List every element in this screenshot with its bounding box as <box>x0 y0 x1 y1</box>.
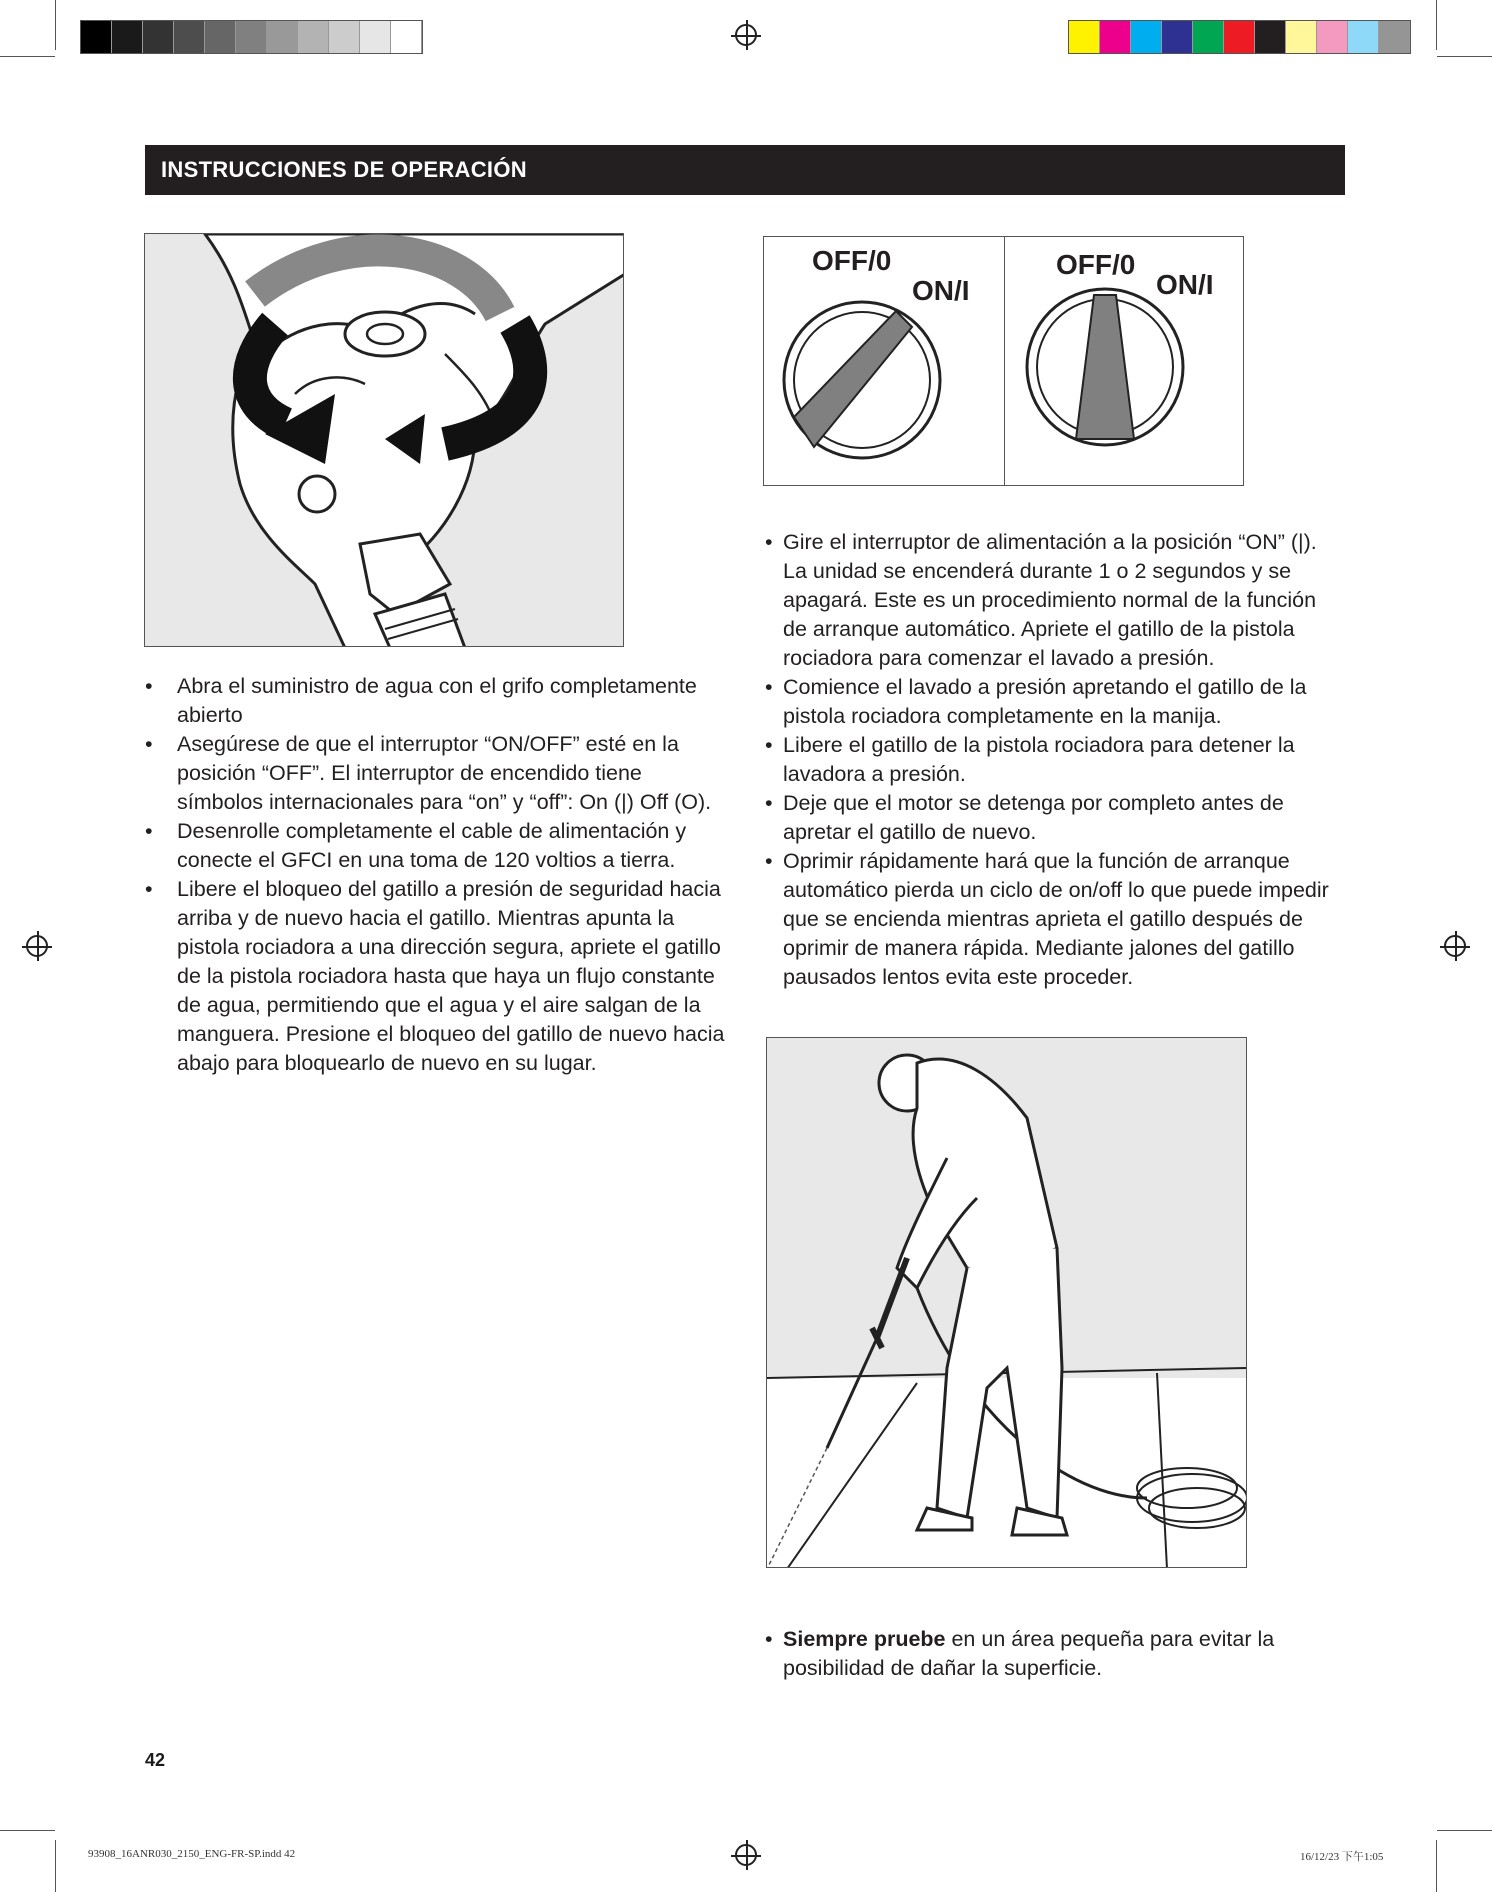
color-swatch <box>1069 21 1100 53</box>
switch-right-on-label: ON/I <box>1156 269 1214 300</box>
color-swatch <box>360 21 391 53</box>
color-swatch <box>1162 21 1193 53</box>
color-swatch <box>236 21 267 53</box>
crop-mark <box>55 1840 56 1892</box>
color-swatch <box>267 21 298 53</box>
list-item: • Desenrolle completamente el cable de alimentación y conecte el GFCI en una toma de 120 voltios a tierra. <box>145 817 725 875</box>
power-switch-illustration <box>763 236 1244 486</box>
crop-mark <box>1436 1840 1437 1892</box>
color-swatch <box>143 21 174 53</box>
color-swatch <box>1224 21 1255 53</box>
section-title: INSTRUCCIONES DE OPERACIÓN <box>161 157 527 182</box>
color-swatch <box>112 21 143 53</box>
color-swatch <box>1255 21 1286 53</box>
grayscale-color-bar <box>80 20 423 54</box>
list-item: • Gire el interruptor de alimentación a la posición “ON” (|). La unidad se encenderá durante 1 o 2 segundos y se apagará. Este es un procedimiento normal de la función de arranque automático. Apriete el gatillo de la pistola rociadora para comenzar el lavado a presión. <box>765 528 1345 673</box>
hose-connection-illustration <box>144 233 624 647</box>
hands-tightening-connector-drawing <box>145 234 624 647</box>
list-item: • Libere el bloqueo del gatillo a presión de seguridad hacia arriba y de nuevo hacia el gatillo. Mientras apunta la pistola rociadora a una dirección segura, apriete el gatillo de la pistola rociadora hasta que haya un flujo constante de agua, permitiendo que el agua y el aire salgan de la manguera. Presione el bloqueo del gatillo de nuevo hacia abajo para bloquearlo de nuevo en su lugar. <box>145 875 725 1078</box>
list-item: • Oprimir rápidamente hará que la función de arranque automático pierda un ciclo de on/off lo que puede impedir que se encienda mientras aprieta el gatillo después de oprimir de manera rápida. Mediante jalones del gatillo pausados lentos evita este proceder. <box>765 847 1345 992</box>
slug-filename: 93908_16ANR030_2150_ENG-FR-SP.indd 42 <box>88 1848 296 1860</box>
color-swatch <box>1131 21 1162 53</box>
color-swatch <box>391 21 422 53</box>
color-swatch <box>1348 21 1379 53</box>
registration-mark <box>735 24 757 46</box>
surface-test-note <box>765 1625 1325 1683</box>
list-item: • Abra el suministro de agua con el grifo completamente abierto <box>145 672 725 730</box>
crop-mark <box>0 56 55 57</box>
slug-date: 16/12/23 下午1:05 <box>1300 1851 1384 1863</box>
switch-knobs-drawing <box>764 237 1244 486</box>
color-swatch <box>1379 21 1410 53</box>
section-header <box>145 145 1345 195</box>
list-item <box>765 1625 1325 1683</box>
registration-mark <box>1444 935 1466 957</box>
color-swatch <box>174 21 205 53</box>
process-color-bar <box>1068 20 1411 54</box>
registration-mark <box>26 935 48 957</box>
crop-mark <box>1436 0 1437 50</box>
left-instructions-list <box>145 672 725 1078</box>
switch-left-on-label: ON/I <box>912 275 970 306</box>
pressure-washing-illustration <box>766 1037 1247 1568</box>
page-number: 42 <box>145 1750 166 1770</box>
list-item: • Deje que el motor se detenga por completo antes de apretar el gatillo de nuevo. <box>765 789 1345 847</box>
list-item: • Asegúrese de que el interruptor “ON/OFF” esté en la posición “OFF”. El interruptor de encendido tiene símbolos internacionales para “on” y “off”: On (|) Off (O). <box>145 730 725 817</box>
color-swatch <box>205 21 236 53</box>
switch-right-off-label: OFF/0 <box>1056 249 1136 280</box>
note-emphasis: Siempre pruebe <box>783 1627 946 1651</box>
crop-mark <box>0 1830 55 1831</box>
color-swatch <box>298 21 329 53</box>
crop-mark <box>1437 1830 1492 1831</box>
list-item: • Libere el gatillo de la pistola rociadora para detener la lavadora a presión. <box>765 731 1345 789</box>
crop-mark <box>1437 56 1492 57</box>
color-swatch <box>81 21 112 53</box>
switch-left-off-label: OFF/0 <box>812 245 892 276</box>
color-swatch <box>1317 21 1348 53</box>
list-item: • Comience el lavado a presión apretando el gatillo de la pistola rociadora completamente en la manija. <box>765 673 1345 731</box>
color-swatch <box>1100 21 1131 53</box>
note-text: en un área pequeña para evitar la posibilidad de dañar la superficie. <box>783 1627 1275 1680</box>
color-swatch <box>1193 21 1224 53</box>
crop-mark <box>55 0 56 50</box>
person-pressure-washing-drawing <box>767 1038 1247 1568</box>
color-swatch <box>1286 21 1317 53</box>
color-swatch <box>329 21 360 53</box>
registration-mark <box>735 1844 757 1866</box>
right-instructions-list <box>765 528 1345 992</box>
